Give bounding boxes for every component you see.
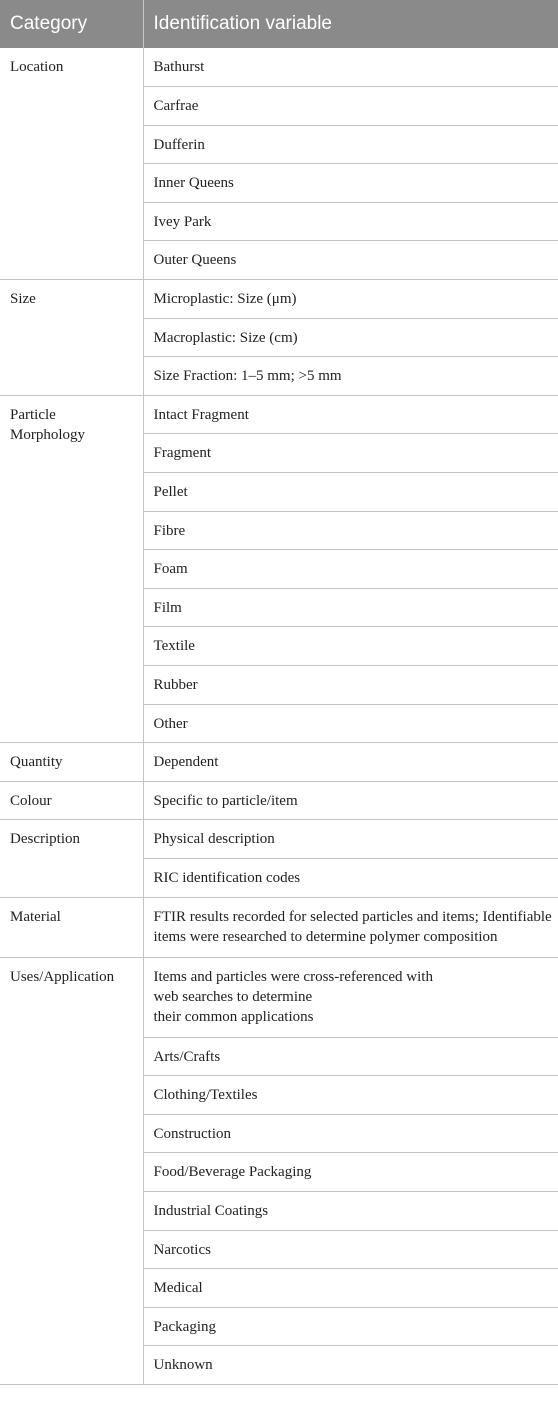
- variable-cell: Industrial Coatings: [143, 1191, 558, 1230]
- variable-cell: Specific to particle/item: [143, 781, 558, 820]
- variable-cell: Ivey Park: [143, 202, 558, 241]
- category-cell: Particle Morphology: [0, 395, 143, 742]
- category-cell: Description: [0, 820, 143, 897]
- variable-cell: Fibre: [143, 511, 558, 550]
- variable-cell: Microplastic: Size (μm): [143, 280, 558, 319]
- variable-cell: Food/Beverage Packaging: [143, 1153, 558, 1192]
- variable-cell: Fragment: [143, 434, 558, 473]
- table-row: [0, 897, 558, 957]
- table-row: [0, 820, 558, 859]
- table-row: [0, 48, 558, 87]
- table-row: [0, 957, 558, 1037]
- column-header-identification-variable: Identification variable: [143, 0, 558, 48]
- variable-cell: Intact Fragment: [143, 395, 558, 434]
- table-row: [0, 743, 558, 782]
- variable-cell: Foam: [143, 550, 558, 589]
- variable-cell: RIC identification codes: [143, 858, 558, 897]
- variable-cell: Textile: [143, 627, 558, 666]
- category-cell: Quantity: [0, 743, 143, 782]
- variable-cell: Construction: [143, 1114, 558, 1153]
- variable-cell: Rubber: [143, 666, 558, 705]
- category-cell: Material: [0, 897, 143, 957]
- variable-cell: Dependent: [143, 743, 558, 782]
- variable-cell: Bathurst: [143, 48, 558, 87]
- variable-cell: Items and particles were cross-referenced with web searches to determine their common applications: [143, 957, 558, 1037]
- table-row: [0, 280, 558, 319]
- variable-cell: Clothing/Textiles: [143, 1076, 558, 1115]
- variable-cell: Narcotics: [143, 1230, 558, 1269]
- category-cell: Location: [0, 48, 143, 280]
- variable-cell: Size Fraction: 1–5 mm; >5 mm: [143, 357, 558, 396]
- variable-cell: Inner Queens: [143, 164, 558, 203]
- table-header-row: [0, 0, 558, 48]
- variable-cell: Carfrae: [143, 87, 558, 126]
- column-header-category: Category: [0, 0, 143, 48]
- variable-cell: FTIR results recorded for selected particles and items; Identifiable items were researched to determine polymer composition: [143, 897, 558, 957]
- variable-cell: Pellet: [143, 473, 558, 512]
- variable-cell: Packaging: [143, 1307, 558, 1346]
- category-cell: Colour: [0, 781, 143, 820]
- variable-cell: Macroplastic: Size (cm): [143, 318, 558, 357]
- variable-cell: Outer Queens: [143, 241, 558, 280]
- variable-cell: Unknown: [143, 1346, 558, 1385]
- variable-cell: Film: [143, 588, 558, 627]
- table-row: [0, 395, 558, 434]
- table-body: [0, 48, 558, 1384]
- variable-cell: Physical description: [143, 820, 558, 859]
- variable-cell: Medical: [143, 1269, 558, 1308]
- category-cell: Uses/Application: [0, 957, 143, 1384]
- variable-cell: Arts/Crafts: [143, 1037, 558, 1076]
- variable-cell: Other: [143, 704, 558, 743]
- variable-cell: Dufferin: [143, 125, 558, 164]
- category-cell: Size: [0, 280, 143, 396]
- table-row: [0, 781, 558, 820]
